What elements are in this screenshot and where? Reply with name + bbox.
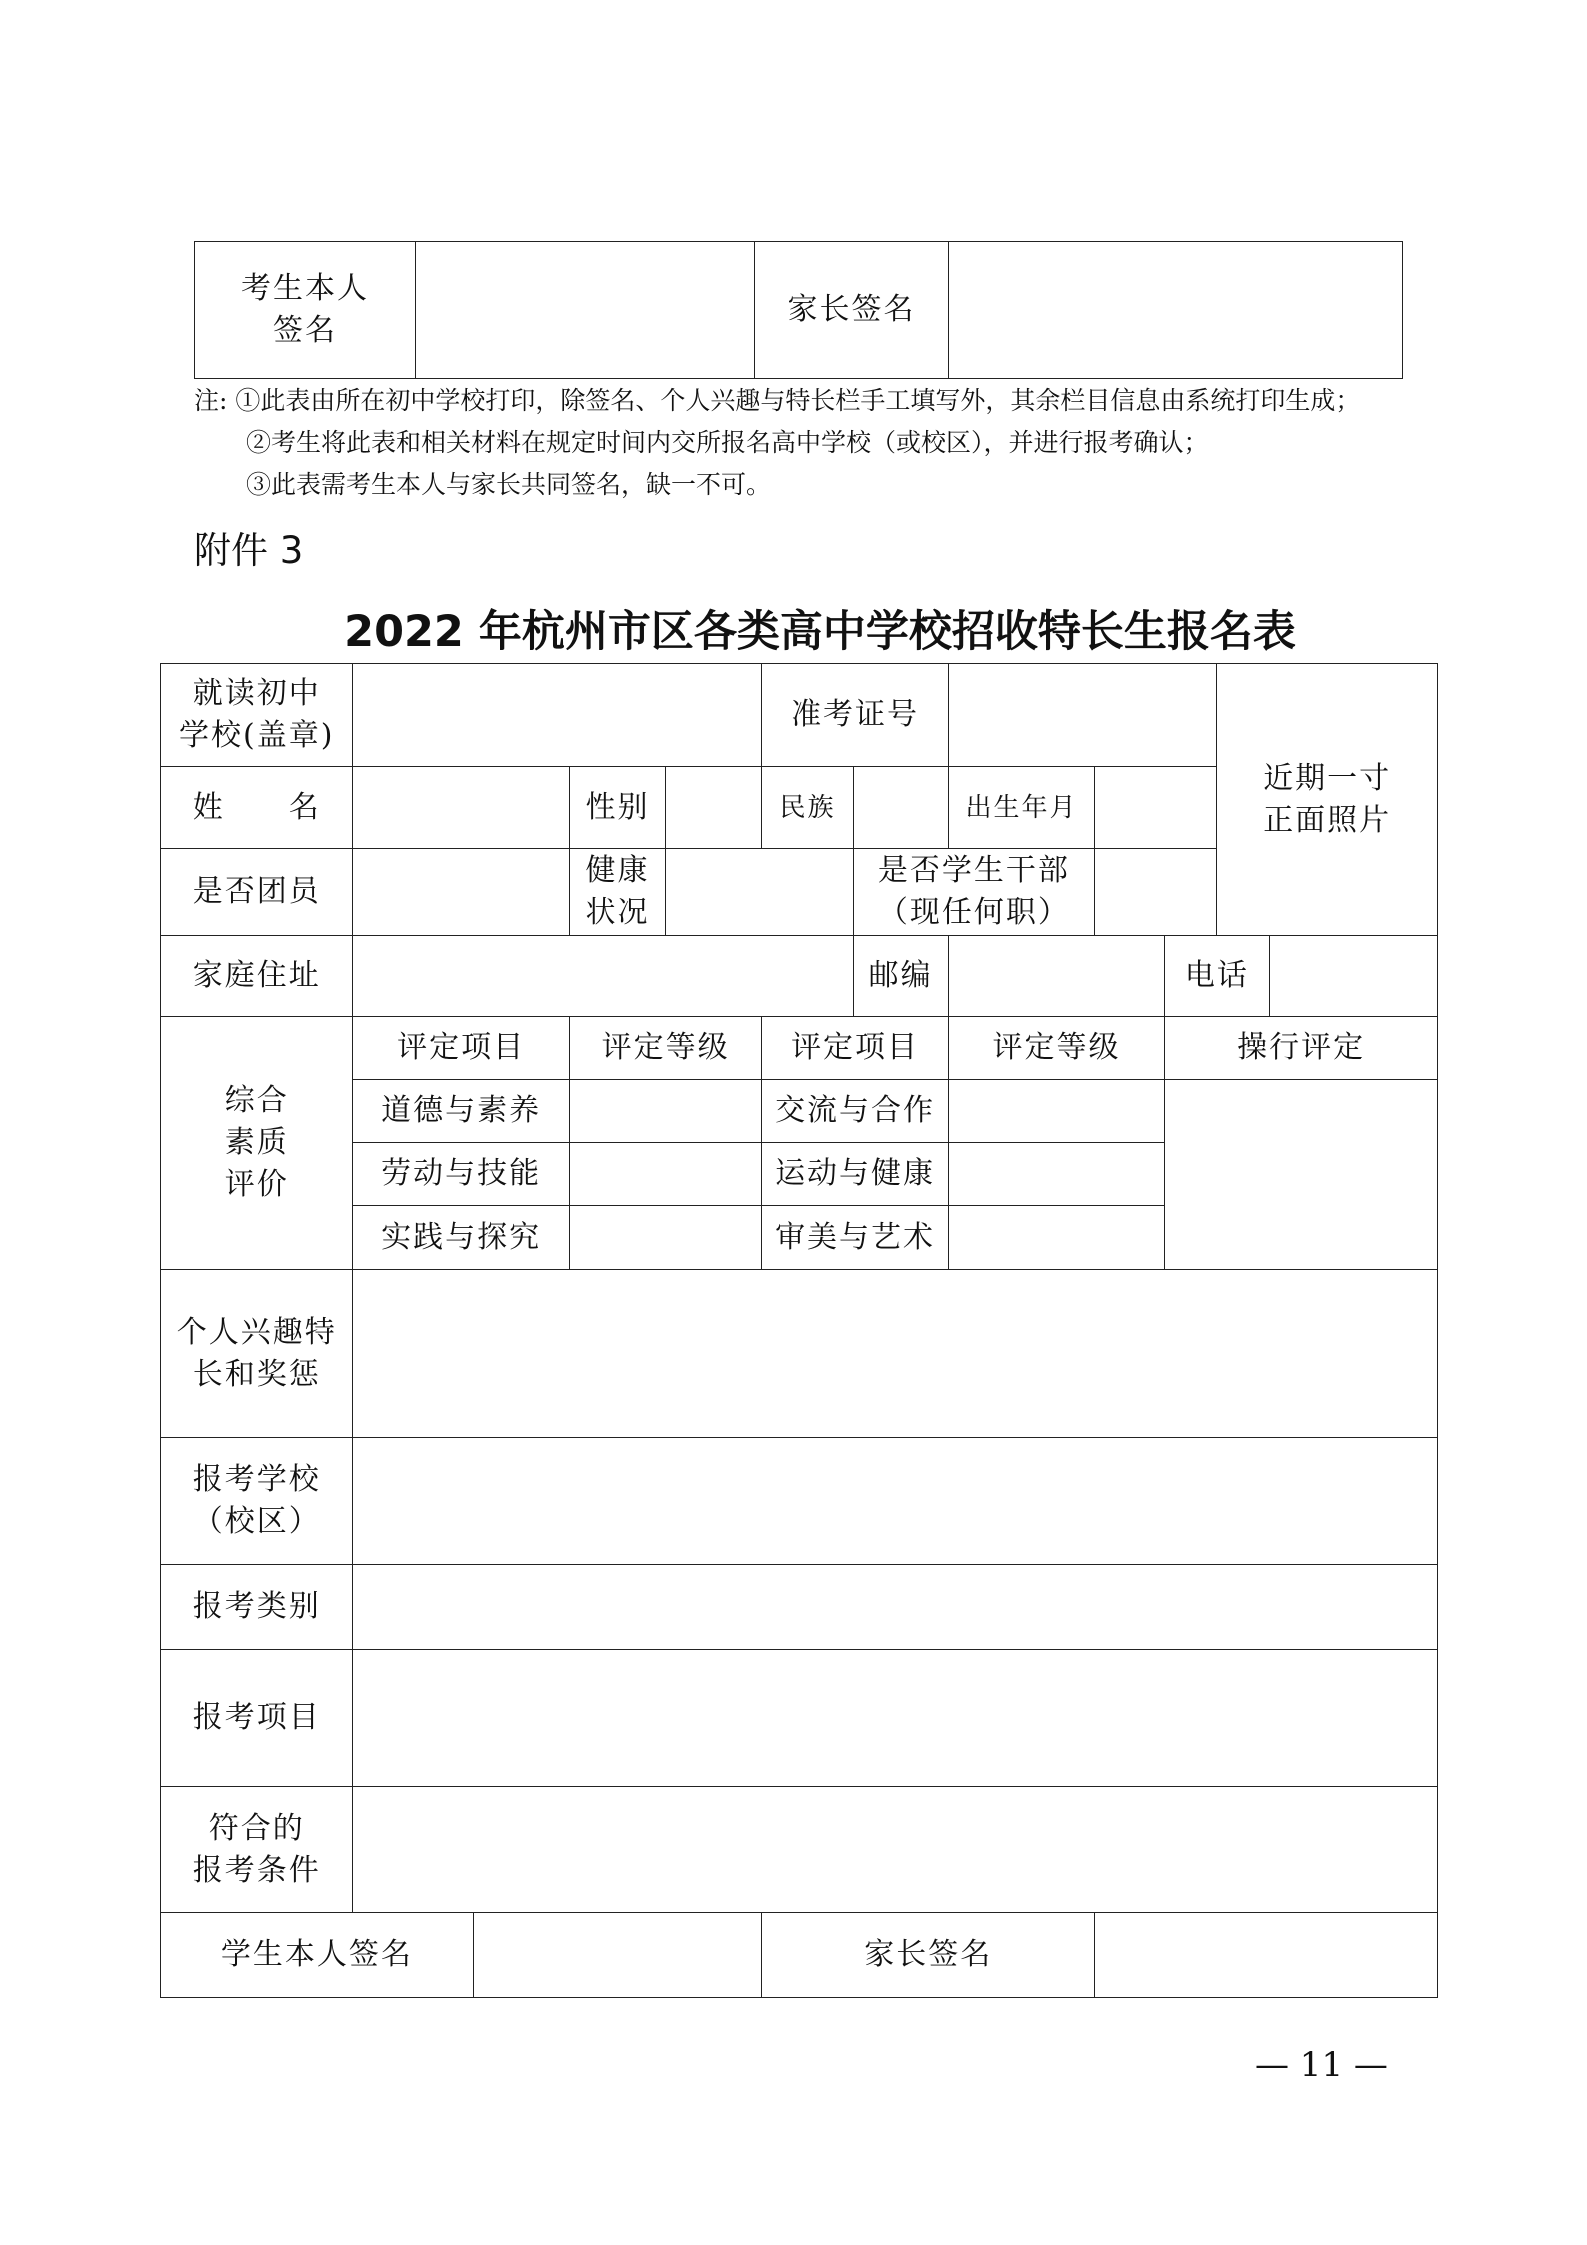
eval-grade-sports[interactable] [948,1143,1164,1206]
note-1: 注: ①此表由所在初中学校打印，除签名、个人兴趣与特长栏手工填写外，其余栏目信息由系统打印生成； [194,386,1361,415]
cadre-label-text: 是否学生干部 （现任何职） [877,853,1070,930]
grade-header-1-text: 评定等级 [601,1030,730,1065]
league-member-label [161,849,353,936]
parent-sign-label [762,1913,1095,1998]
phone-field[interactable] [1269,936,1438,1017]
league-member-field[interactable] [353,849,569,936]
conduct-header [1165,1017,1438,1080]
health-field[interactable] [666,849,853,936]
interests-field[interactable] [353,1270,1438,1438]
cadre-label [853,849,1095,936]
birth-field[interactable] [1095,767,1217,849]
gender-field[interactable] [666,767,762,849]
item-header-2-text: 评定项目 [791,1030,920,1065]
apply-school-label [161,1438,353,1565]
apply-item-label [161,1650,353,1787]
postcode-label [853,936,948,1017]
conditions-label-text: 符合的 报考条件 [192,1810,321,1888]
parent-signature-label-text: 家长签名 [787,292,916,327]
exam-number-field[interactable] [948,664,1217,767]
conditions-field[interactable] [353,1787,1438,1913]
name-field[interactable] [353,767,569,849]
parent-sign-field[interactable] [1095,1913,1438,1998]
interests-label-text: 个人兴趣特 长和奖惩 [176,1314,337,1392]
eval-item-practice [353,1206,569,1270]
name-label [161,767,353,849]
eval-grade-communication[interactable] [948,1080,1164,1143]
gender-label-text: 性别 [585,789,650,825]
apply-category-label [161,1565,353,1650]
note-3: ③此表需考生本人与家长共同签名，缺一不可。 [246,470,772,499]
apply-category-field[interactable] [353,1565,1438,1650]
notes [194,380,1454,506]
conditions-label [161,1787,353,1913]
grade-header-1 [569,1017,761,1080]
photo-label: 近期一寸 正面照片 [1263,760,1392,838]
birth-label-text: 出生年月 [965,792,1078,823]
eval-item-morality-text: 道德与素养 [381,1093,542,1128]
parent-sign-label-text: 家长签名 [864,1937,993,1972]
postcode-label-text: 邮编 [868,958,933,993]
address-field[interactable] [353,936,853,1017]
note-2: ②考生将此表和相关材料在规定时间内交所报名高中学校（或校区），并进行报考确认； [246,428,1209,457]
form-title: 2022 年杭州市区各类高中学校招收特长生报名表 [344,607,1296,657]
top-signature-table [194,241,1403,379]
apply-category-label-text: 报考类别 [192,1589,321,1624]
apply-item-field[interactable] [353,1650,1438,1787]
address-label [161,936,353,1017]
conduct-field[interactable] [1165,1080,1438,1270]
phone-label-text: 电话 [1184,958,1249,993]
grade-header-2-text: 评定等级 [992,1030,1121,1065]
apply-item-label-text: 报考项目 [192,1700,321,1735]
student-sign-label-text: 学生本人签名 [220,1937,413,1972]
eval-item-sports-text: 运动与健康 [775,1156,936,1191]
exam-number-label [762,664,948,767]
conduct-header-text: 操行评定 [1237,1030,1366,1065]
health-label [569,849,665,936]
evaluation-label-text: 综合 素质 评价 [224,1083,289,1202]
phone-label [1165,936,1269,1017]
apply-school-field[interactable] [353,1438,1438,1565]
school-label [161,664,353,767]
gender-label [569,767,665,849]
eval-item-labor-text: 劳动与技能 [381,1156,542,1191]
attachment-label: 附件 3 [194,529,304,572]
apply-school-label-text: 报考学校 （校区） [192,1462,321,1539]
postcode-field[interactable] [948,936,1164,1017]
student-sign-label [161,1913,474,1998]
student-signature-field[interactable] [416,242,755,379]
eval-item-communication-text: 交流与合作 [775,1093,936,1128]
parent-signature-field[interactable] [949,242,1403,379]
ethnicity-label-text: 民族 [779,792,836,823]
parent-signature-label [755,242,949,379]
item-header-1-text: 评定项目 [397,1030,526,1065]
item-header-2 [762,1017,948,1080]
eval-grade-arts[interactable] [948,1206,1164,1270]
student-signature-label-text: 考生本人 签名 [241,271,369,348]
eval-item-sports [762,1143,948,1206]
league-member-label-text: 是否团员 [192,874,321,909]
name-label-text: 姓 名 [192,789,321,825]
school-field[interactable] [353,664,762,767]
student-sign-field[interactable] [473,1913,762,1998]
exam-number-label-text: 准考证号 [791,697,920,732]
birth-label [948,767,1094,849]
eval-item-arts-text: 审美与艺术 [775,1219,936,1255]
address-label-text: 家庭住址 [192,958,321,993]
ethnicity-label [762,767,853,849]
eval-grade-morality[interactable] [569,1080,761,1143]
registration-form [160,663,1438,1998]
interests-label [161,1270,353,1438]
health-label-text: 健康 状况 [585,853,650,930]
eval-item-labor [353,1143,569,1206]
photo-box[interactable] [1217,664,1438,936]
evaluation-label [161,1017,353,1270]
grade-header-2 [948,1017,1164,1080]
ethnicity-field[interactable] [853,767,948,849]
eval-item-morality [353,1080,569,1143]
school-label-text: 就读初中 学校(盖章) [179,676,335,753]
student-signature-label [195,242,416,379]
eval-item-communication [762,1080,948,1143]
item-header-1 [353,1017,569,1080]
eval-grade-labor[interactable] [569,1143,761,1206]
eval-item-arts [762,1206,948,1270]
page-number: — 11 — [1255,2045,1388,2085]
eval-item-practice-text: 实践与探究 [381,1219,542,1255]
cadre-field[interactable] [1095,849,1217,936]
eval-grade-practice[interactable] [569,1206,761,1270]
